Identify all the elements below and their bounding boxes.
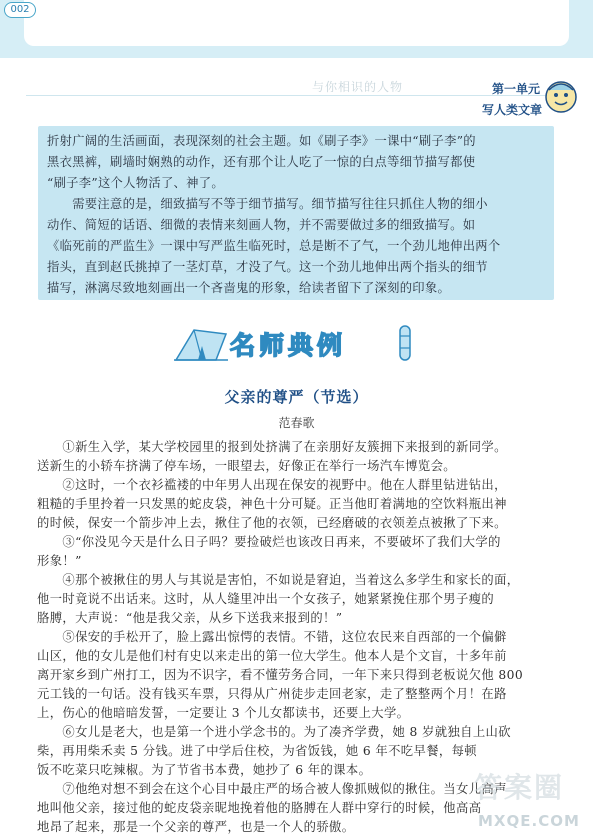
tip-line: 折射广阔的生活画面，表现深刻的社会主题。如《刷子李》一课中“刷子李”的 bbox=[47, 134, 476, 148]
article-line: ③“你没见今天是什么日子吗？要捡破烂也该改日再来，不要破坏了我们大学的 bbox=[37, 535, 501, 549]
tip-box bbox=[38, 126, 554, 300]
article-line: 的时候，保安一个箭步冲上去，揪住了他的衣领，已经磨破的衣领差点被揪了下来。 bbox=[37, 516, 507, 530]
header-faded-text: 与你相识的人物 bbox=[312, 80, 404, 94]
watermark-url: MXQE.COM bbox=[478, 812, 580, 830]
article-author: 范春歌 bbox=[278, 416, 315, 430]
tip-line: 《临死前的严监生》一课中写严监生临死时，总是断不了气，一个劲儿地伸出两个 bbox=[47, 239, 501, 253]
article-line: 上，伤心的他暗暗发誓，一定要让 3 个儿女都读书，还要上大学。 bbox=[37, 706, 410, 720]
article-line: 山区，他的女儿是他们村有史以来走出的第一位大学生。他本人是个文盲，十多年前 bbox=[37, 649, 507, 663]
tip-line: 指头，直到赵氏挑掉了一茎灯草，才没了气。这一个劲儿地伸出两个指头的细节 bbox=[47, 260, 488, 274]
tip-line: 需要注意的是，细致描写不等于细节描写。细节描写往往只抓住人物的细小 bbox=[47, 197, 488, 211]
article-line: 柴，再用柴禾卖 5 分钱。进了中学后住校，为省饭钱，她 6 年不吃早餐，每顿 bbox=[37, 744, 477, 758]
article-line: ④那个被揪住的男人与其说是害怕，不如说是窘迫，当着这么多学生和家长的面， bbox=[37, 573, 520, 587]
article-line: 离开家乡到广州打工，因为不识字，看不懂劳务合同，一年下来只得到老板说欠他 800 bbox=[37, 668, 524, 682]
tip-line: “刷子李”这个人物活了、神了。 bbox=[47, 176, 224, 190]
article-line: ⑦他绝对想不到会在这个心目中最庄严的场合被人像抓贼似的揪住。当女儿高声 bbox=[37, 782, 507, 796]
article-line: 元工钱的一句话。没有钱买车票，只得从广州徒步走回老家，走了整整两个月！在路 bbox=[37, 687, 507, 701]
article-line: 送新生的小轿车挤满了停车场，一眼望去，好像正在举行一场汽车博览会。 bbox=[37, 459, 456, 473]
mascot-face-icon bbox=[544, 80, 578, 114]
section-banner bbox=[172, 324, 420, 364]
tip-line: 黑衣黑裤，刷墙时娴熟的动作，还有那个让人吃了一惊的白点等细节描写都使 bbox=[47, 155, 476, 169]
article-line: 地叫他父亲，接过他的蛇皮袋亲昵地挽着他的胳膊在人群中穿行的时候，他高高 bbox=[37, 801, 482, 815]
page-number: 002 bbox=[4, 2, 36, 18]
top-band bbox=[0, 0, 593, 58]
article-line: 饭不吃菜只吃辣椒。为了节省书本费，她抄了 6 年的课本。 bbox=[37, 763, 372, 777]
article-line: 形象！” bbox=[37, 554, 82, 568]
article-line: ②这时，一个衣衫褴褛的中年男人出现在保安的视野中。他在人群里钻进钻出， bbox=[37, 478, 507, 492]
top-panel bbox=[24, 0, 569, 46]
article-title: 父亲的尊严（节选） bbox=[224, 388, 369, 406]
brush-icon bbox=[394, 324, 416, 364]
watermark bbox=[470, 760, 590, 836]
unit-title: 第一单元 bbox=[491, 82, 540, 96]
unit-subtitle: 写人类文章 bbox=[481, 103, 542, 117]
tip-line: 描写，淋漓尽致地刻画出一个吝啬鬼的形象，给读者留下了深刻的印象。 bbox=[47, 281, 451, 295]
watermark-cn: 答案圈 bbox=[474, 771, 565, 804]
article-line: 胳膊，大声说：“他是我父亲，从乡下送我来报到的！” bbox=[37, 611, 343, 625]
article-line: ⑥女儿是老大，也是第一个进小学念书的。为了凑齐学费，她 8 岁就独自上山砍 bbox=[37, 725, 511, 739]
tent-icon bbox=[172, 324, 232, 364]
article-line: 粗糙的手里拎着一只发黑的蛇皮袋，神色十分可疑。正当他盯着满地的空饮料瓶出神 bbox=[37, 497, 507, 511]
article-line: 地昂了起来，那是一个父亲的尊严，也是一个人的骄傲。 bbox=[37, 820, 355, 834]
section-banner-title: 名师典例 bbox=[230, 331, 347, 360]
article-line: 他一时竟说不出话来。这时，从人缝里冲出一个女孩子，她紧紧挽住那个男子瘦的 bbox=[37, 592, 495, 606]
article-line: ⑤保安的手松开了，脸上露出惊愕的表情。不错，这位农民来自西部的一个偏僻 bbox=[37, 630, 507, 644]
unit-header bbox=[26, 74, 566, 118]
article-line: ①新生入学，某大学校园里的报到处挤满了在亲朋好友簇拥下来报到的新同学。 bbox=[37, 440, 507, 454]
tip-line: 动作、简短的话语、细微的表情来刻画人物，并不需要做过多的细致描写。如 bbox=[47, 218, 476, 232]
